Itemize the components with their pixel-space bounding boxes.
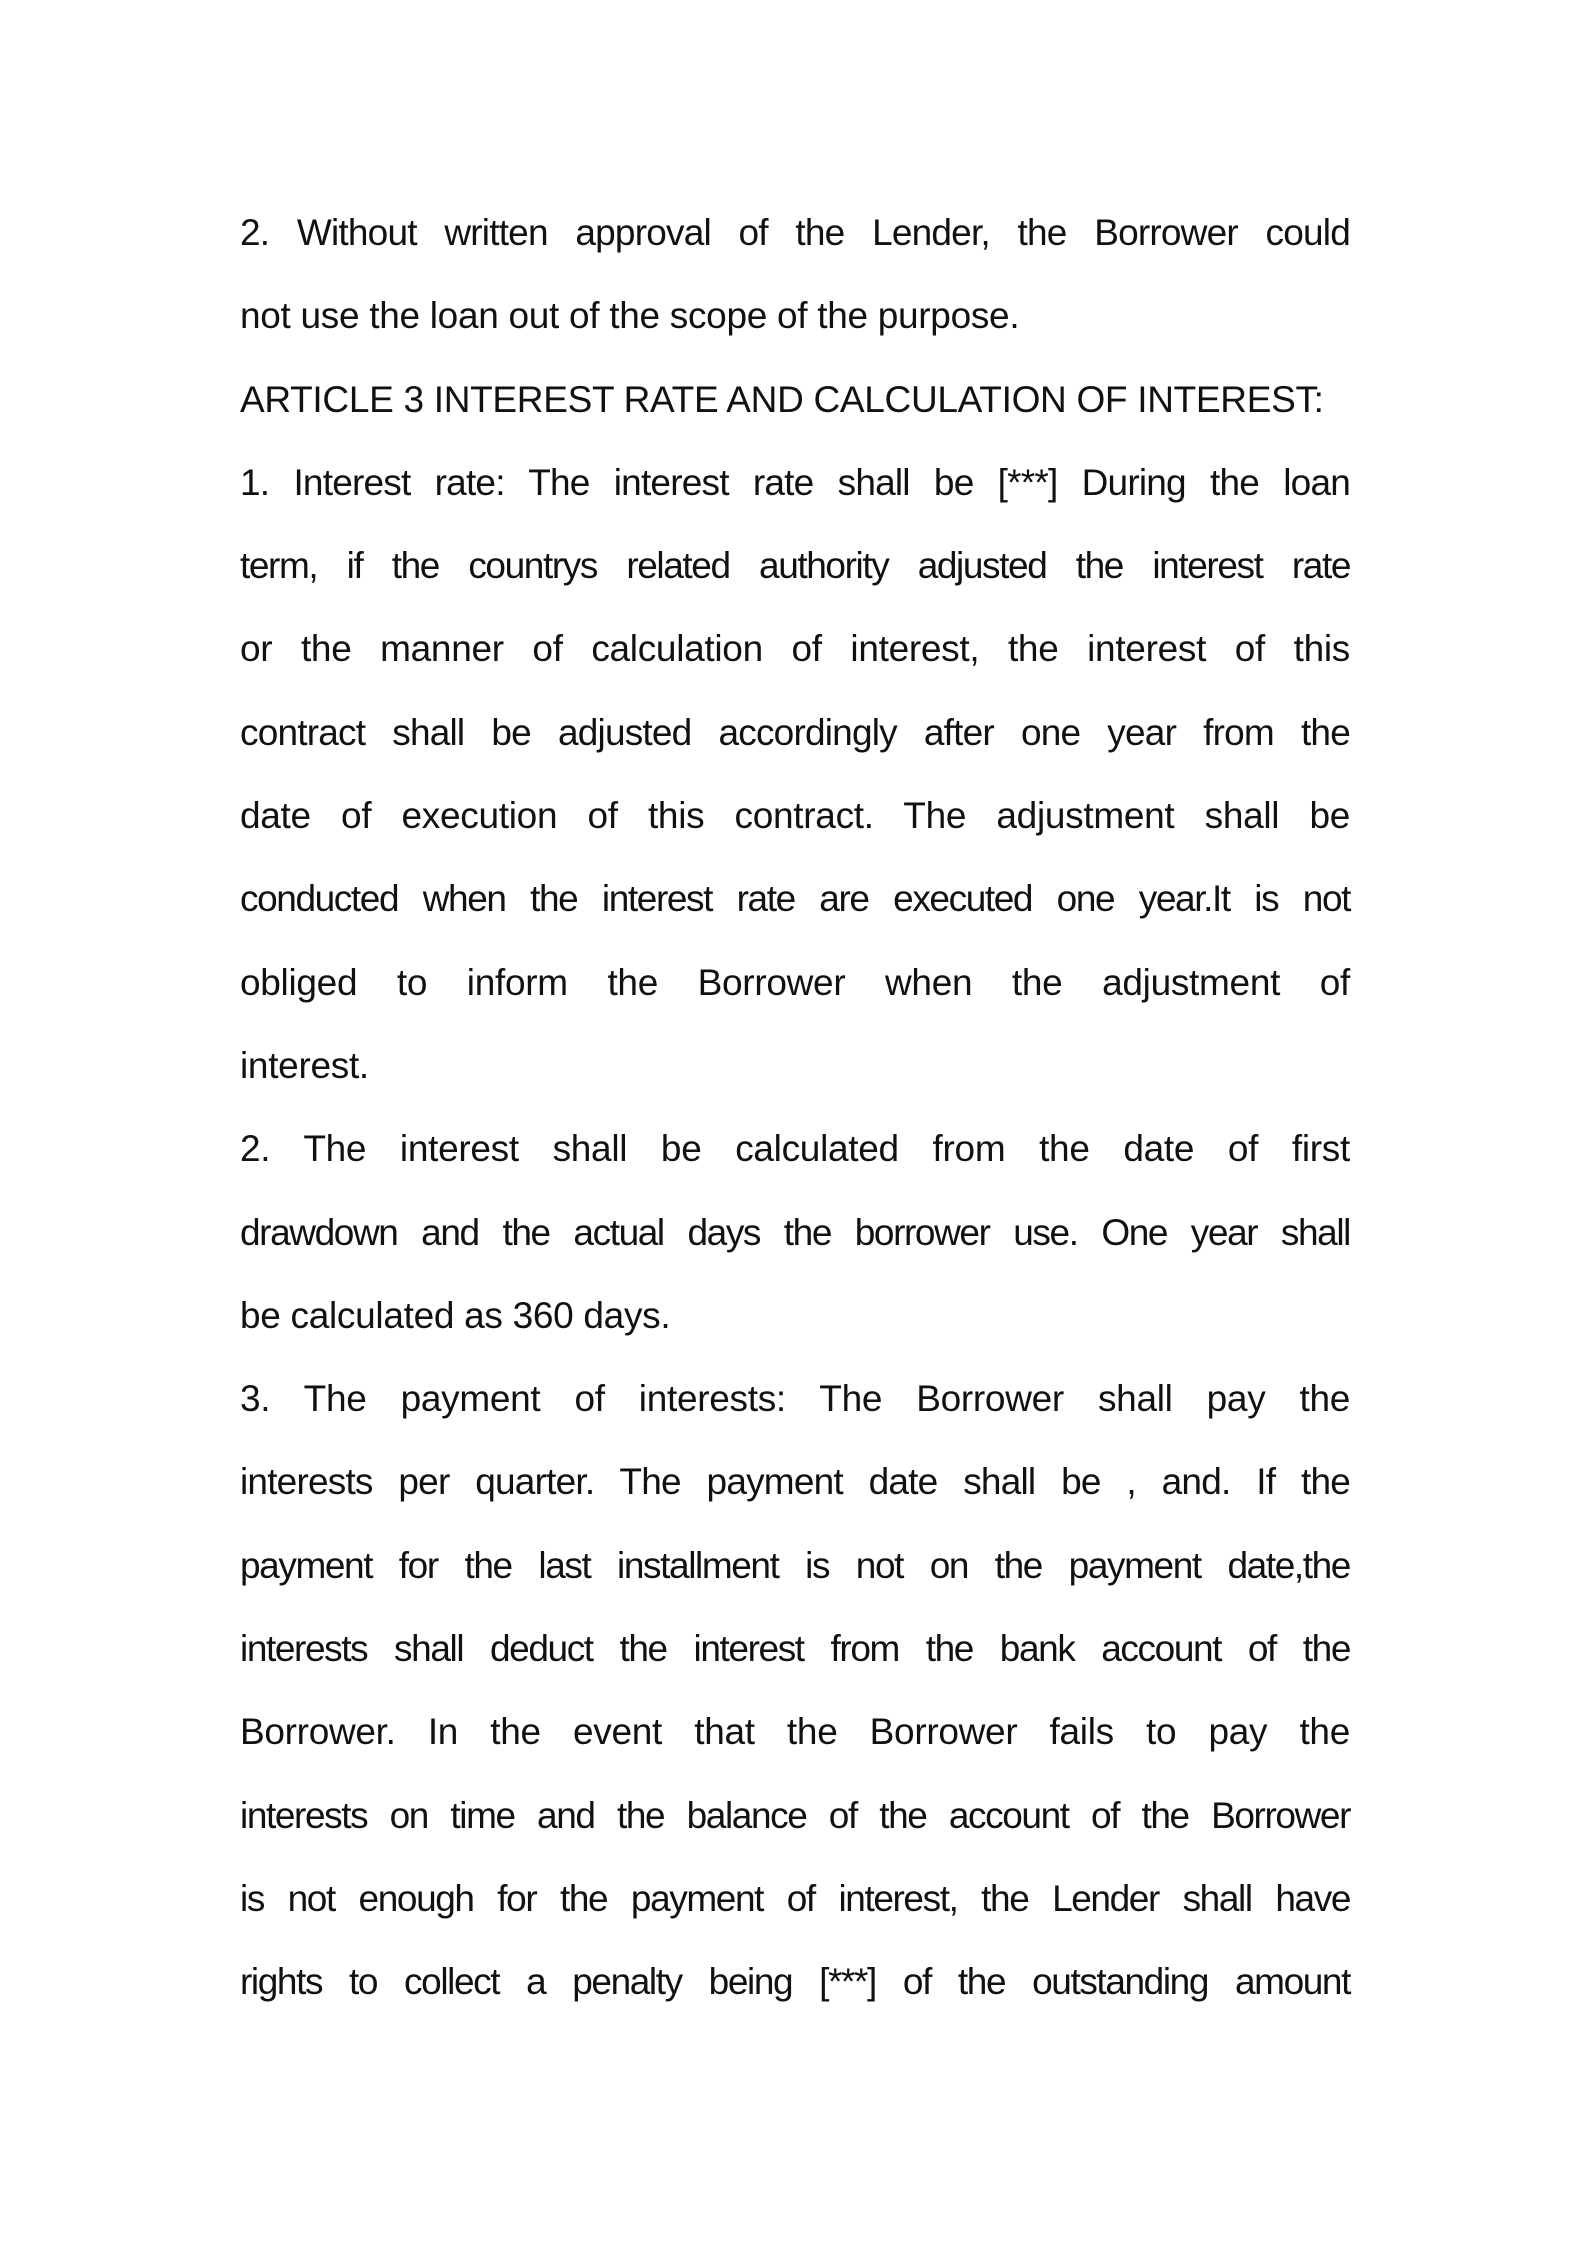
text-line: obliged to inform the Borrower when the adjustment of xyxy=(240,961,1350,1003)
text-line: date of execution of this contract. The adjustment shall be xyxy=(240,795,1350,837)
article-heading: ARTICLE 3 INTEREST RATE AND CALCULATION OF INTEREST: xyxy=(240,378,1324,420)
text-line: is not enough for the payment of interest, the Lender shall have xyxy=(240,1877,1350,1919)
text-line: not use the loan out of the scope of the purpose. xyxy=(240,295,1020,337)
text-line: payment for the last installment is not on the payment date,the xyxy=(240,1544,1350,1586)
text-line: Borrower. In the event that the Borrower fails to pay the xyxy=(240,1711,1350,1753)
text-line: be calculated as 360 days. xyxy=(240,1294,671,1336)
text-line: term, if the countrys related authority adjusted the interest rate xyxy=(240,545,1350,587)
text-line: 2. The interest shall be calculated from the date of first xyxy=(240,1128,1350,1170)
text-line: or the manner of calculation of interest, the interest of this xyxy=(240,628,1350,670)
text-line: contract shall be adjusted accordingly after one year from the xyxy=(240,711,1350,753)
text-line: interests shall deduct the interest from the bank account of the xyxy=(240,1628,1350,1670)
text-line: interest. xyxy=(240,1044,369,1086)
text-line: drawdown and the actual days the borrower use. One year shall xyxy=(240,1211,1350,1253)
text-line: conducted when the interest rate are executed one year.It is not xyxy=(240,878,1350,920)
text-line: interests per quarter. The payment date shall be , and. If the xyxy=(240,1461,1350,1503)
text-line: rights to collect a penalty being [***] of the outstanding amount xyxy=(240,1961,1350,2003)
text-line: 2. Without written approval of the Lender, the Borrower could xyxy=(240,212,1350,253)
text-line: 1. Interest rate: The interest rate shall be [***] During the loan xyxy=(240,461,1350,503)
document-page xyxy=(240,198,1350,2031)
text-line: 3. The payment of interests: The Borrower shall pay the xyxy=(240,1378,1350,1420)
text-line: interests on time and the balance of the account of the Borrower xyxy=(240,1794,1350,1836)
